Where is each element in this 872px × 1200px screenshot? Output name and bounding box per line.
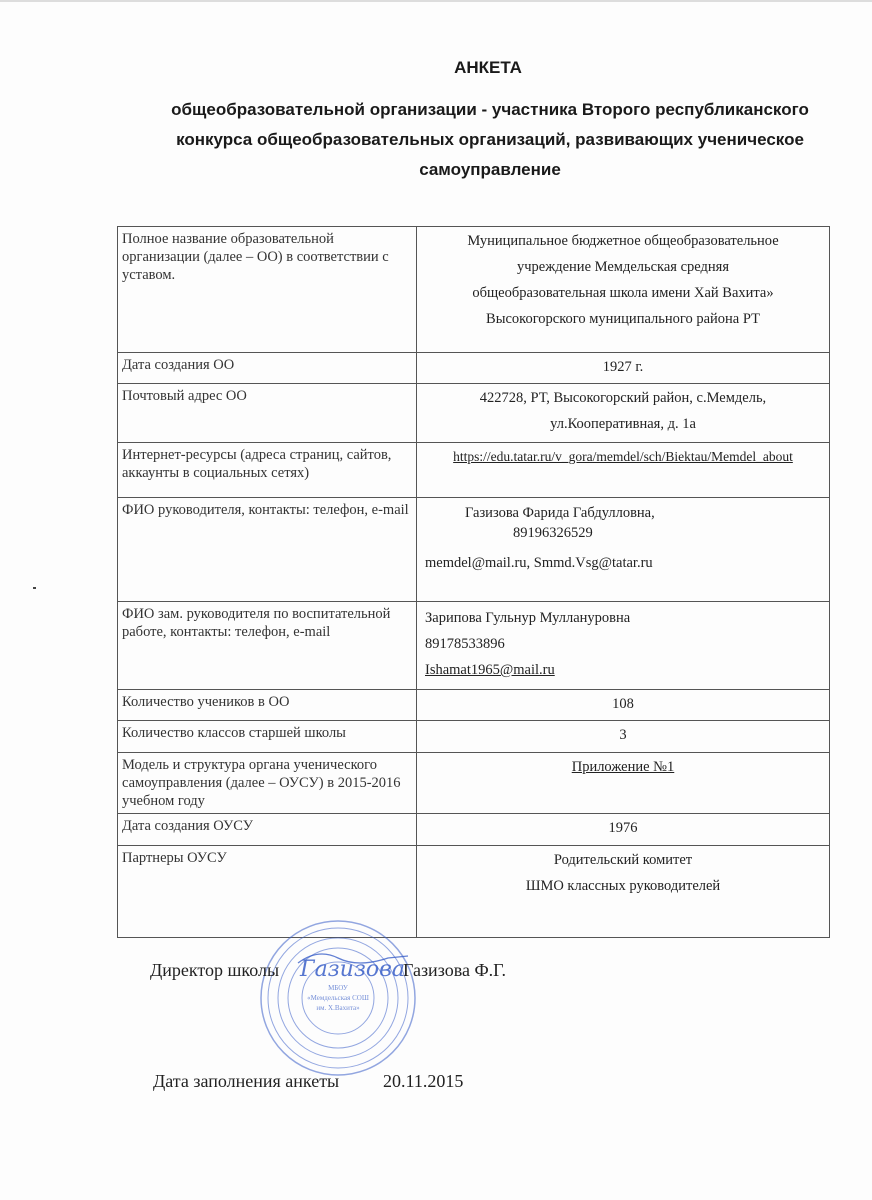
questionnaire-table [117,226,830,938]
row-label: Дата создания ОО [118,353,417,384]
row-value [417,846,830,938]
table-row [118,443,830,498]
row-value: 3 [417,721,830,753]
row-value [417,498,830,602]
row-label: Интернет-ресурсы (адреса страниц, сайтов, аккаунты в социальных сетях) [118,443,417,498]
value-line: Газизова Фарида Габдулловна, [465,505,655,521]
table-row [118,690,830,721]
table-row [118,384,830,443]
value-line: Зарипова Гульнур Муллануровна [425,610,631,626]
row-label: Полное название образовательной организации (далее – ОО) в соответствии с уставом. [118,227,417,353]
svg-text:им. Х.Вахита»: им. Х.Вахита» [316,1004,360,1012]
table-row [118,227,830,353]
row-value [417,443,830,498]
value-line: memdel@mail.ru, Smmd.Vsg@tatar.ru [425,555,653,571]
row-value [417,602,830,690]
table-row [118,353,830,384]
row-label: Почтовый адрес ОО [118,384,417,443]
value-line: 89196326529 [513,525,593,541]
row-label: Количество классов старшей школы [118,721,417,753]
row-value: 1976 [417,814,830,846]
director-label: Директор школы [150,960,280,980]
value-line: учреждение Мемдельская средняя [516,259,729,275]
row-label: Количество учеников в ОО [118,690,417,721]
table-row [118,753,830,814]
row-label: ФИО зам. руководителя по воспитательной работе, контакты: телефон, e-mail [118,602,417,690]
scan-edge [0,0,872,2]
table-row [118,602,830,690]
value-line: Муниципальное бюджетное общеобразовательное [467,233,779,249]
value-line: ШМО классных руководителей [525,878,721,894]
document-title: АНКЕТА [454,58,522,77]
row-value [417,227,830,353]
scan-speck [33,587,36,589]
row-value [417,753,830,814]
website-link[interactable]: https://edu.tatar.ru/v_gora/memdel/sch/Biektau/Memdel_about [453,449,793,464]
svg-text:МБОУ: МБОУ [328,984,348,992]
appendix-link[interactable]: Приложение №1 [571,759,675,775]
row-label: Модель и структура органа ученического самоуправления (далее – ОУСУ) в 2015-2016 учебном году [118,753,417,814]
value-line: 89178533896 [425,636,505,652]
row-label: Партнеры ОУСУ [118,846,417,938]
director-name: Газизова Ф.Г. [403,960,507,980]
table-row [118,721,830,753]
svg-text:«Мемдельская СОШ: «Мемдельская СОШ [307,994,369,1002]
value-line: общеобразовательная школа имени Хай Вахита» [472,285,774,301]
fill-date-label: Дата заполнения анкеты [153,1071,340,1091]
row-value: 108 [417,690,830,721]
row-value [417,384,830,443]
table-row [118,846,830,938]
document-subtitle: общеобразовательной организации - участника Второго республиканского конкурса общеобразовательных организаций, развивающих ученическое самоуправление [171,100,809,179]
email-link[interactable]: Ishamat1965@mail.ru [425,662,555,678]
table-row [118,498,830,602]
row-label: Дата создания ОУСУ [118,814,417,846]
official-stamp [258,918,418,1078]
table-row [118,814,830,846]
fill-date-value: 20.11.2015 [383,1071,464,1091]
row-value: 1927 г. [417,353,830,384]
value-line: Высокогорского муниципального района РТ [486,311,760,327]
svg-text:Газизова: Газизова [300,957,406,982]
value-line: ул.Кооперативная, д. 1а [550,416,696,432]
value-line: 422728, РТ, Высокогорский район, с.Мемдель, [479,390,767,406]
row-label: ФИО руководителя, контакты: телефон, e-mail [118,498,417,602]
value-line: Родительский комитет [553,852,693,868]
